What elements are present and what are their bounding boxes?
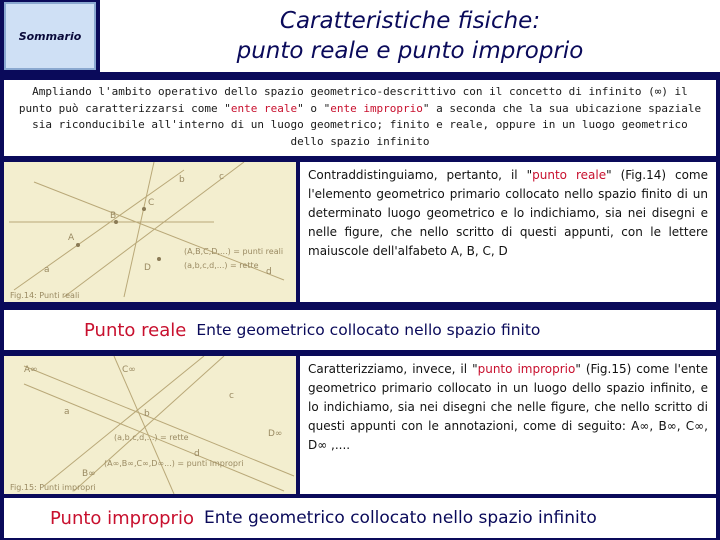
fig15-line-label: d bbox=[194, 449, 200, 459]
definition-band-real-point bbox=[4, 310, 716, 350]
fig15-line-label: c bbox=[229, 391, 234, 401]
fig14-legend-lines: (a,b,c,d,...) = rette bbox=[184, 261, 259, 270]
figure-14-drawing bbox=[4, 162, 296, 302]
intro-term-ente-improprio: ente improprio bbox=[330, 101, 423, 115]
improper-point-highlight: punto improprio bbox=[477, 362, 576, 376]
fig15-line-label: a bbox=[64, 407, 70, 417]
fig14-legend-points: (A,B,C,D,...) = punti reali bbox=[184, 247, 284, 256]
header bbox=[0, 0, 720, 72]
definition-term: Punto improprio bbox=[50, 507, 194, 529]
fig15-point-label: D∞ bbox=[268, 429, 283, 439]
intro-term-ente-reale: ente reale bbox=[230, 101, 298, 115]
definition-band-improper-point bbox=[4, 498, 716, 538]
improper-point-text-before: Caratterizziamo, invece, il " bbox=[308, 362, 478, 376]
fig14-line-label: c bbox=[219, 172, 224, 182]
fig14-point-label: D bbox=[144, 263, 151, 273]
fig15-legend-lines: (a,b,c,d,...) = rette bbox=[114, 433, 189, 442]
definition-term: Punto reale bbox=[84, 319, 187, 341]
sommario-button[interactable]: Sommario bbox=[4, 2, 96, 70]
fig14-line-label: a bbox=[44, 265, 50, 275]
figure-15-improper-points bbox=[4, 356, 296, 494]
fig15-point-label: B∞ bbox=[82, 469, 96, 479]
fig15-point-label: C∞ bbox=[122, 365, 136, 375]
intro-text-1: Ampliando l'ambito operativo dello spazio geometrico-descrittivo con il concetto di infinito (∞) il punto può caratterizzarsi come " bbox=[18, 85, 688, 115]
definition-text: Ente geometrico collocato nello spazio finito bbox=[196, 321, 541, 339]
intro-text-3: " a seconda che la sua ubicazione spaziale sia riconducibile all'interno di un luogo geometrico; finito e reale, oppure in un luogo geometrico dello spazio infinito bbox=[32, 101, 702, 148]
definition-text: Ente geometrico collocato nello spazio infinito bbox=[203, 508, 597, 528]
fig15-legend-points: (A∞,B∞,C∞,D∞...) = punti impropri bbox=[104, 459, 244, 468]
fig14-caption: Fig.14: Punti reali bbox=[10, 291, 80, 300]
fig14-line-label: b bbox=[179, 175, 185, 185]
real-point-text-after: " (Fig.14) come l'elemento geometrico primario collocato nello spazio finito di un determinato luogo geometrico e lo indichiamo, sia nei disegni e nelle figure, che nello scritto di questi appunti, con le lettere maiuscole dell'alfabeto A, B, C, D bbox=[308, 168, 708, 258]
intro-text-2: " o " bbox=[297, 101, 331, 115]
fig15-caption: Fig.15: Punti impropri bbox=[10, 483, 96, 492]
improper-point-text-after: " (Fig.15) come l'ente geometrico primario collocato in un luogo dello spazio infinito, e lo indichiamo, sia nei disegni che nelle figure, che nello scritto di questi appunti con le annotazioni, come di seguito: A∞, B∞, C∞, D∞ ,.... bbox=[308, 362, 708, 452]
intro-paragraph bbox=[4, 80, 716, 156]
fig15-line-label: b bbox=[144, 409, 150, 419]
figure-15-drawing bbox=[4, 356, 296, 494]
section-real-point-text bbox=[300, 162, 716, 302]
real-point-highlight: punto reale bbox=[532, 168, 607, 182]
section-improper-point-text bbox=[300, 356, 716, 494]
fig14-point-label: A bbox=[68, 233, 75, 243]
fig15-point-label: A∞ bbox=[24, 365, 38, 375]
fig14-line-label: d bbox=[266, 267, 272, 277]
title-box bbox=[100, 0, 720, 72]
real-point-text-before: Contraddistinguiamo, pertanto, il " bbox=[308, 168, 533, 182]
fig14-point-label: C bbox=[148, 198, 155, 208]
page-title-line1: Caratteristiche fisiche: bbox=[279, 8, 541, 34]
fig14-point-label: B bbox=[110, 211, 117, 221]
page-title-line2: punto reale e punto improprio bbox=[236, 38, 584, 64]
figure-14-real-points bbox=[4, 162, 296, 302]
